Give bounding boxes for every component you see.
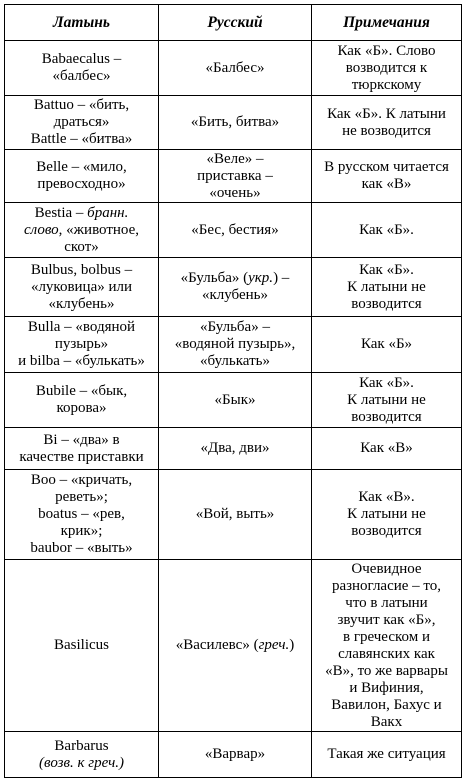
table-row xyxy=(5,150,462,203)
header-row xyxy=(5,5,462,41)
table-row xyxy=(5,428,462,470)
latin-cell: Boo – «кричать, реветь»; boatus – «рев, крик»; baubor – «выть» xyxy=(5,470,159,560)
russian-cell: «Вой, выть» xyxy=(159,470,312,560)
notes-cell: Как «Б». К латыни не возводится xyxy=(312,96,462,150)
table-row xyxy=(5,317,462,373)
russian-cell: «Два, дви» xyxy=(159,428,312,470)
russian-cell: «Веле» – приставка – «очень» xyxy=(159,150,312,203)
russian-cell: «Бык» xyxy=(159,373,312,428)
russian-cell: «Бульба» (укр.) – «клубень» xyxy=(159,258,312,317)
notes-cell: Как «В» xyxy=(312,428,462,470)
table-row xyxy=(5,732,462,778)
latin-cell: Bi – «два» в качестве приставки xyxy=(5,428,159,470)
latin-cell: Bubile – «бык, корова» xyxy=(5,373,159,428)
notes-cell: Как «Б». К латыни не возводится xyxy=(312,258,462,317)
russian-cell: «Бульба» – «водяной пузырь», «булькать» xyxy=(159,317,312,373)
russian-cell: «Бес, бестия» xyxy=(159,203,312,258)
header-latin: Латынь xyxy=(5,5,159,41)
latin-cell: Bulbus, bolbus – «луковица» или «клубень» xyxy=(5,258,159,317)
table-row xyxy=(5,41,462,96)
latin-cell: Battuo – «бить, драться» Battle – «битва» xyxy=(5,96,159,150)
notes-cell: Как «В». К латыни не возводится xyxy=(312,470,462,560)
notes-cell: Как «Б» xyxy=(312,317,462,373)
notes-cell: В русском читается как «В» xyxy=(312,150,462,203)
russian-cell: «Балбес» xyxy=(159,41,312,96)
comparison-table xyxy=(4,4,462,778)
latin-cell: Barbarus (возв. к греч.) xyxy=(5,732,159,778)
table-row xyxy=(5,203,462,258)
latin-cell: Bulla – «водяной пузырь» и bilba – «булькать» xyxy=(5,317,159,373)
notes-cell: Такая же ситуация xyxy=(312,732,462,778)
table-row xyxy=(5,560,462,732)
russian-cell: «Бить, битва» xyxy=(159,96,312,150)
latin-cell: Babaecalus – «балбес» xyxy=(5,41,159,96)
latin-cell: Basilicus xyxy=(5,560,159,732)
latin-cell: Belle – «мило, превосходно» xyxy=(5,150,159,203)
notes-cell: Очевидное разногласие – то, что в латыни звучит как «Б», в греческом и славянских как «В», то же варвары и Вифиния, Вавилон, Бахус и Вакх xyxy=(312,560,462,732)
header-notes: Примечания xyxy=(312,5,462,41)
russian-cell: «Василевс» (греч.) xyxy=(159,560,312,732)
table-row xyxy=(5,96,462,150)
table-row xyxy=(5,470,462,560)
latin-cell: Bestia – бранн. слово, «животное, скот» xyxy=(5,203,159,258)
header-russian: Русский xyxy=(159,5,312,41)
notes-cell: Как «Б». К латыни не возводится xyxy=(312,373,462,428)
notes-cell: Как «Б». Слово возводится к тюркскому xyxy=(312,41,462,96)
table-row xyxy=(5,258,462,317)
russian-cell: «Варвар» xyxy=(159,732,312,778)
table-row xyxy=(5,373,462,428)
notes-cell: Как «Б». xyxy=(312,203,462,258)
